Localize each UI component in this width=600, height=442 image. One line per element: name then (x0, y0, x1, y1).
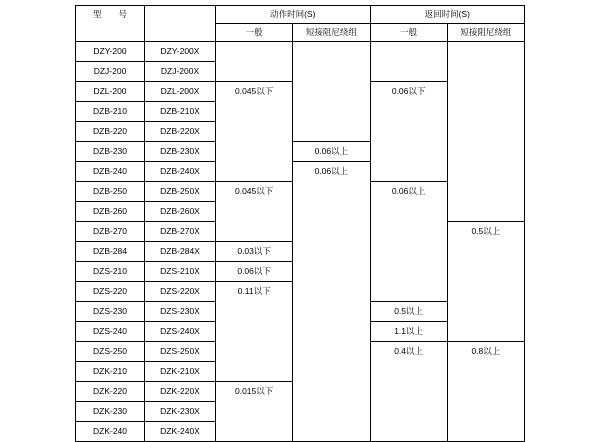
cell-model: DZB-210 (76, 102, 145, 122)
header-model-group-spacer (145, 6, 216, 24)
cell-operate-normal (216, 142, 293, 162)
cell-model-x: DZY-200X (145, 42, 216, 62)
cell-model-x: DZL-200X (145, 82, 216, 102)
cell-return-normal: 0.06以下 (370, 82, 447, 102)
table-row (76, 142, 525, 162)
cell-return-normal (370, 102, 447, 122)
cell-model: DZS-220 (76, 282, 145, 302)
header-operate-normal: 一般 (216, 24, 293, 42)
cell-operate-normal (216, 422, 293, 442)
cell-model-x: DZB-284X (145, 242, 216, 262)
cell-operate-normal: 0.03以下 (216, 242, 293, 262)
cell-return-normal (370, 62, 447, 82)
cell-return-normal (370, 122, 447, 142)
cell-model-x: DZS-210X (145, 262, 216, 282)
cell-model-x: DZS-250X (145, 342, 216, 362)
table-row (76, 362, 525, 382)
cell-operate-normal (216, 62, 293, 82)
cell-model: DZS-210 (76, 262, 145, 282)
cell-operate-damping (293, 262, 370, 282)
cell-model-x: DZJ-200X (145, 62, 216, 82)
cell-return-normal (370, 382, 447, 402)
table-row (76, 102, 525, 122)
cell-model-x: DZK-230X (145, 402, 216, 422)
cell-model: DZS-250 (76, 342, 145, 362)
cell-operate-normal: 0.045以下 (216, 182, 293, 202)
cell-operate-normal (216, 322, 293, 342)
cell-model: DZK-210 (76, 362, 145, 382)
cell-model: DZB-270 (76, 222, 145, 242)
header-operate-time: 动作时间(S) (216, 6, 371, 24)
cell-operate-damping (293, 102, 370, 122)
cell-return-normal (370, 402, 447, 422)
cell-model: DZS-230 (76, 302, 145, 322)
cell-operate-damping (293, 322, 370, 342)
cell-operate-normal (216, 162, 293, 182)
cell-return-damping (447, 282, 524, 302)
table-body (76, 42, 525, 442)
table-row (76, 122, 525, 142)
header-model-sub-spacer-1 (76, 24, 145, 42)
cell-operate-normal (216, 302, 293, 322)
cell-model-x: DZK-240X (145, 422, 216, 442)
cell-model-x: DZB-270X (145, 222, 216, 242)
cell-operate-damping (293, 82, 370, 102)
header-model-sub-spacer-2 (145, 24, 216, 42)
cell-return-normal: 0.5以上 (370, 302, 447, 322)
cell-model-x: DZB-240X (145, 162, 216, 182)
cell-operate-damping (293, 122, 370, 142)
table-header-row-groups (76, 6, 525, 24)
cell-model: DZL-200 (76, 82, 145, 102)
cell-return-damping (447, 262, 524, 282)
cell-return-damping (447, 162, 524, 182)
table-row (76, 422, 525, 442)
cell-operate-normal (216, 42, 293, 62)
cell-return-normal (370, 142, 447, 162)
cell-model: DZK-220 (76, 382, 145, 402)
cell-operate-damping (293, 302, 370, 322)
cell-return-damping (447, 142, 524, 162)
table-row (76, 302, 525, 322)
header-return-normal: 一般 (370, 24, 447, 42)
table-row (76, 342, 525, 362)
cell-model: DZB-220 (76, 122, 145, 142)
cell-model: DZY-200 (76, 42, 145, 62)
cell-model-x: DZS-230X (145, 302, 216, 322)
table-row (76, 62, 525, 82)
cell-operate-normal (216, 342, 293, 362)
cell-model: DZB-284 (76, 242, 145, 262)
cell-return-damping: 0.8以上 (447, 342, 524, 362)
relay-timing-table (75, 5, 525, 442)
header-model-group: 型 号 (76, 6, 145, 24)
cell-operate-normal (216, 402, 293, 422)
cell-return-damping (447, 242, 524, 262)
cell-model: DZK-230 (76, 402, 145, 422)
cell-operate-normal (216, 102, 293, 122)
cell-model: DZS-240 (76, 322, 145, 342)
cell-return-damping (447, 382, 524, 402)
cell-return-normal (370, 222, 447, 242)
cell-model-x: DZB-230X (145, 142, 216, 162)
cell-return-normal: 1.1以上 (370, 322, 447, 342)
cell-model-x: DZS-220X (145, 282, 216, 302)
cell-model-x: DZB-260X (145, 202, 216, 222)
cell-return-damping (447, 302, 524, 322)
cell-return-damping (447, 182, 524, 202)
table-row (76, 242, 525, 262)
cell-operate-damping (293, 42, 370, 62)
cell-operate-damping (293, 202, 370, 222)
cell-operate-damping (293, 242, 370, 262)
cell-operate-normal: 0.11以下 (216, 282, 293, 302)
cell-return-damping (447, 362, 524, 382)
header-return-damping: 短接阻尼绕组 (447, 24, 524, 42)
cell-operate-damping (293, 422, 370, 442)
cell-operate-normal (216, 222, 293, 242)
cell-model-x: DZK-210X (145, 362, 216, 382)
cell-return-damping (447, 62, 524, 82)
cell-operate-damping: 0.06以上 (293, 162, 370, 182)
cell-model: DZJ-200 (76, 62, 145, 82)
cell-return-normal (370, 42, 447, 62)
cell-return-normal: 0.4以上 (370, 342, 447, 362)
table-header (76, 6, 525, 42)
cell-operate-normal (216, 122, 293, 142)
cell-model-x: DZK-220X (145, 382, 216, 402)
cell-return-normal (370, 422, 447, 442)
table-row (76, 202, 525, 222)
cell-model-x: DZB-220X (145, 122, 216, 142)
table-header-row-sub (76, 24, 525, 42)
cell-return-damping (447, 82, 524, 102)
table-row (76, 82, 525, 102)
cell-operate-normal (216, 202, 293, 222)
cell-return-damping (447, 102, 524, 122)
table-row (76, 382, 525, 402)
cell-operate-damping: 0.06以上 (293, 142, 370, 162)
table-row (76, 182, 525, 202)
cell-operate-normal: 0.015以下 (216, 382, 293, 402)
table-row (76, 262, 525, 282)
cell-operate-normal: 0.045以下 (216, 82, 293, 102)
cell-operate-damping (293, 362, 370, 382)
cell-model: DZB-240 (76, 162, 145, 182)
table-row (76, 162, 525, 182)
header-return-time: 返回时间(S) (370, 6, 525, 24)
cell-operate-damping (293, 402, 370, 422)
cell-model-x: DZS-240X (145, 322, 216, 342)
table-row (76, 322, 525, 342)
cell-return-damping (447, 122, 524, 142)
table-row (76, 222, 525, 242)
cell-return-normal (370, 242, 447, 262)
cell-operate-damping (293, 222, 370, 242)
cell-operate-damping (293, 342, 370, 362)
cell-return-damping: 0.5以上 (447, 222, 524, 242)
cell-model: DZB-260 (76, 202, 145, 222)
cell-operate-damping (293, 282, 370, 302)
cell-operate-damping (293, 382, 370, 402)
cell-operate-normal (216, 362, 293, 382)
cell-model-x: DZB-210X (145, 102, 216, 122)
cell-return-normal (370, 262, 447, 282)
header-operate-damping: 短接阻尼绕组 (293, 24, 370, 42)
cell-return-damping (447, 402, 524, 422)
cell-return-damping (447, 202, 524, 222)
cell-operate-damping (293, 182, 370, 202)
cell-model-x: DZB-250X (145, 182, 216, 202)
cell-operate-normal: 0.06以下 (216, 262, 293, 282)
cell-return-normal (370, 162, 447, 182)
cell-return-normal (370, 282, 447, 302)
cell-model: DZB-230 (76, 142, 145, 162)
cell-operate-damping (293, 62, 370, 82)
cell-return-normal: 0.06以上 (370, 182, 447, 202)
cell-return-damping (447, 422, 524, 442)
cell-return-normal (370, 202, 447, 222)
table-row (76, 402, 525, 422)
cell-model: DZK-240 (76, 422, 145, 442)
cell-return-damping (447, 42, 524, 62)
cell-model: DZB-250 (76, 182, 145, 202)
table-row (76, 42, 525, 62)
cell-return-damping (447, 322, 524, 342)
cell-return-normal (370, 362, 447, 382)
table-row (76, 282, 525, 302)
